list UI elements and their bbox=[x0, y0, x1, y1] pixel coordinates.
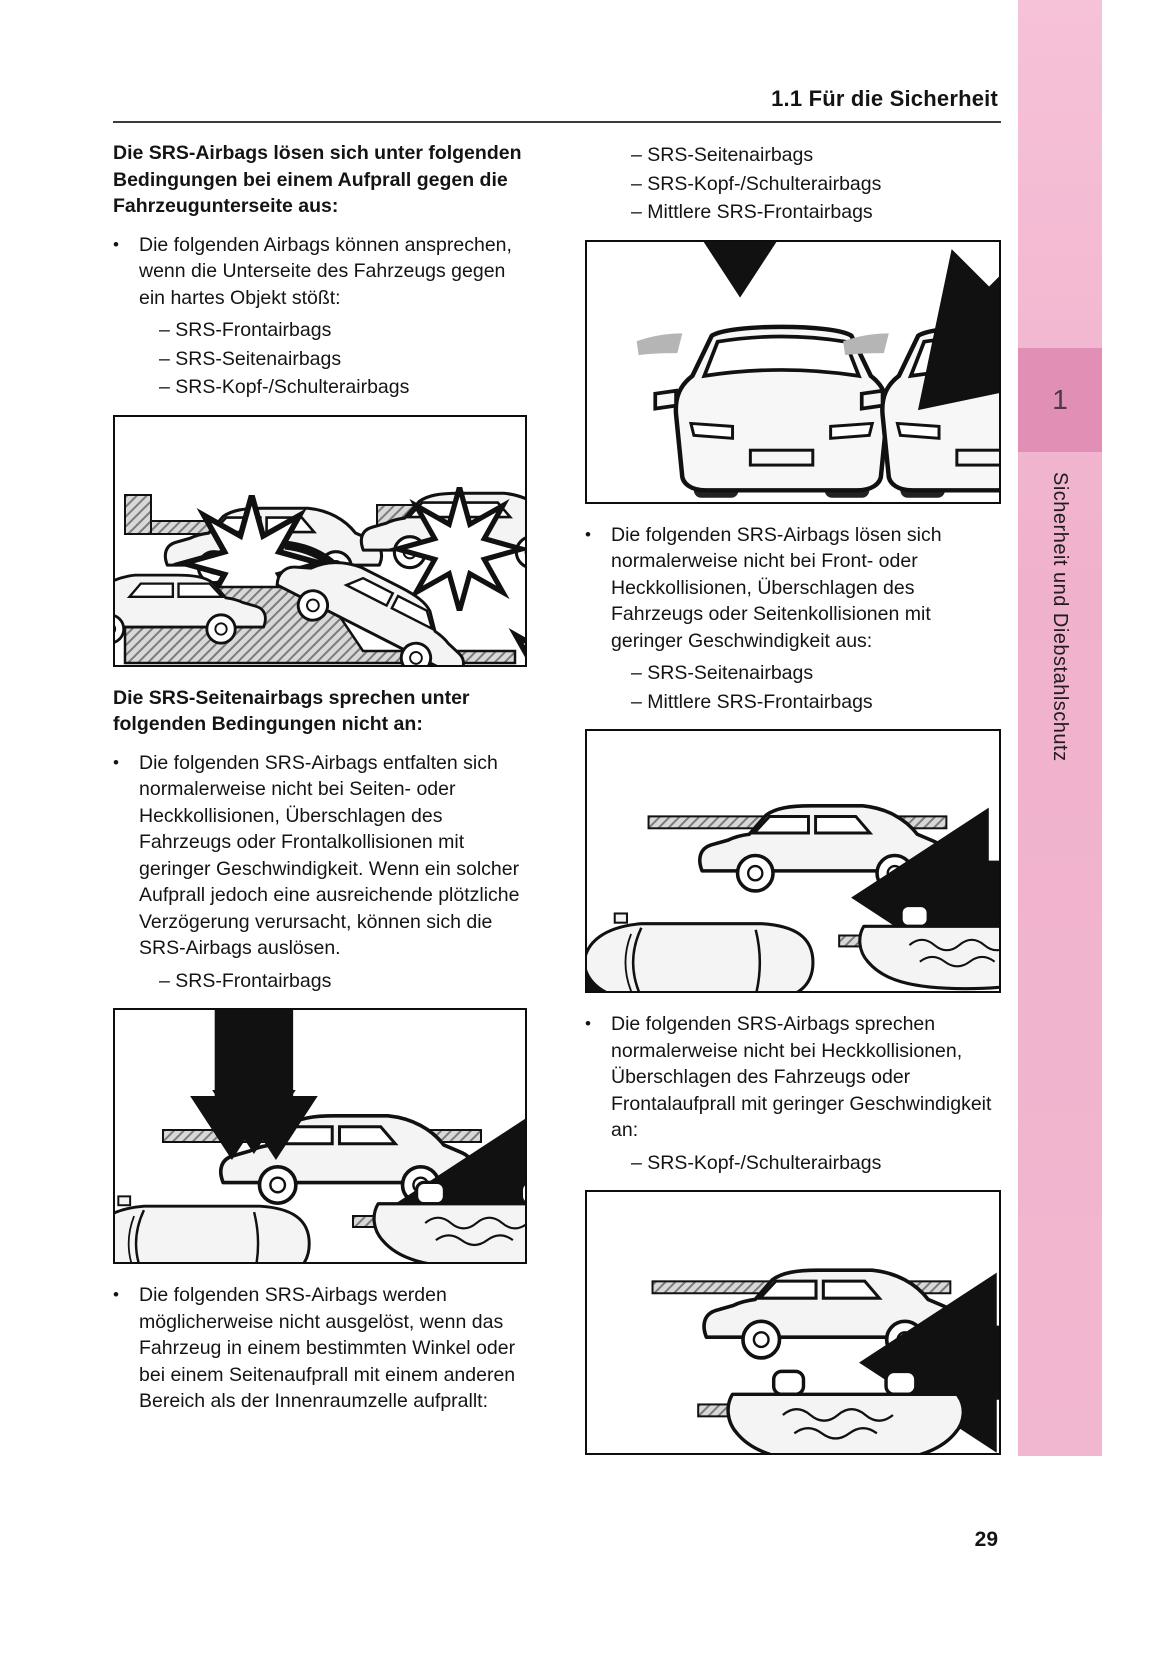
chapter-number-badge: 1 bbox=[1018, 348, 1102, 452]
bullet-text: Die folgenden Airbags können ansprechen, wenn die Unterseite des Fahrzeugs gegen ein hartes Objekt stößt: bbox=[139, 233, 512, 309]
section-heading: Die SRS-Airbags lösen sich unter folgenden Bedingungen bei einem Aufprall gegen die Fahrzeugunterseite aus: bbox=[113, 142, 522, 218]
chapter-tab-label: Sicherheit und Diebstahlschutz bbox=[1049, 472, 1071, 762]
page-number: 29 bbox=[974, 1528, 998, 1551]
bullet-item bbox=[585, 522, 1001, 655]
bullet-item bbox=[113, 750, 527, 962]
bullet-item bbox=[113, 232, 527, 312]
dash-subitem: – SRS-Kopf-/Schulterairbags bbox=[631, 1151, 882, 1174]
page-title: 1.1 Für die Sicherheit bbox=[771, 86, 998, 111]
bullet-text: Die folgenden SRS-Airbags lösen sich normalerweise nicht bei Front- oder Heckkollisionen, Überschlagen des Fahrzeugs oder Seitenkollisionen mit geringer Geschwindigkeit aus: bbox=[611, 523, 942, 652]
bullet-marker: • bbox=[113, 1285, 119, 1305]
car-top-view bbox=[587, 914, 813, 992]
section-heading: Die SRS-Seitenairbags sprechen unter folgenden Bedingungen nicht an: bbox=[113, 686, 470, 736]
rear-rollover-illustration bbox=[587, 1192, 999, 1452]
bullet-marker: • bbox=[585, 1014, 591, 1034]
low-speed-collision-illustration bbox=[587, 731, 999, 991]
bullet-text: Die folgenden SRS-Airbags werden möglicherweise nicht ausgelöst, wenn das Fahrzeug in einem bestimmten Winkel oder bei einem Seitenaufprall mit einem anderen Bereich als der Innenraumzelle aufprallt: bbox=[139, 1284, 516, 1413]
dash-subitem: – SRS-Seitenairbags bbox=[631, 144, 814, 166]
impact-zone-shading bbox=[637, 333, 683, 355]
dash-subitem: – SRS-Frontairbags bbox=[159, 319, 332, 342]
dash-subitem: – SRS-Seitenairbags bbox=[159, 347, 342, 370]
rear-impact-illustration bbox=[115, 1010, 525, 1262]
bullet-marker: • bbox=[585, 524, 591, 544]
dash-subitem: – Mittlere SRS-Frontairbags bbox=[631, 690, 873, 713]
underside-impact-illustration bbox=[115, 417, 525, 665]
impact-burst-icon bbox=[398, 487, 522, 611]
dash-subitem: – SRS-Kopf-/Schulterairbags bbox=[159, 376, 410, 399]
dash-subitem: – Mittlere SRS-Frontairbags bbox=[631, 201, 873, 224]
curb bbox=[125, 495, 151, 534]
bullet-text: Die folgenden SRS-Airbags sprechen normalerweise nicht bei Heckkollisionen, Überschlagen des Fahrzeugs oder Frontalaufprall mit geringer Geschwindigkeit an: bbox=[611, 1013, 992, 1142]
bullet-marker: • bbox=[113, 752, 119, 772]
right-column bbox=[585, 140, 1001, 1473]
bullet-text: Die folgenden SRS-Airbags entfalten sich normalerweise nicht bei Seiten- oder Heckkollisionen, Überschlagen des Fahrzeugs oder Frontalkollisionen mit geringer Geschwindigkeit. Wenn ein solcher Aufprall jedoch eine ausreichende plötzliche Verzögerung verursacht, können sich die SRS-Airbags auslösen. bbox=[139, 751, 520, 960]
header-divider bbox=[113, 121, 1001, 123]
figure-rear-impact-rollover bbox=[113, 1008, 527, 1264]
bullet-item bbox=[113, 1282, 527, 1415]
figure-corner-impact bbox=[585, 240, 1001, 504]
dash-subitem: – SRS-Seitenairbags bbox=[631, 662, 814, 685]
dash-subitem: – SRS-Frontairbags bbox=[159, 969, 332, 992]
figure-underside-impact bbox=[113, 415, 527, 667]
bullet-item bbox=[585, 1011, 1001, 1144]
left-column bbox=[113, 140, 527, 1421]
figure-low-speed-collisions bbox=[585, 729, 1001, 993]
figure-rear-rollover bbox=[585, 1190, 1001, 1454]
impact-arrow-icon bbox=[662, 242, 818, 298]
car-top-view bbox=[115, 1197, 309, 1263]
corner-impact-illustration bbox=[587, 242, 999, 502]
dash-subitem: – SRS-Kopf-/Schulterairbags bbox=[631, 172, 882, 195]
bullet-marker: • bbox=[113, 234, 119, 254]
